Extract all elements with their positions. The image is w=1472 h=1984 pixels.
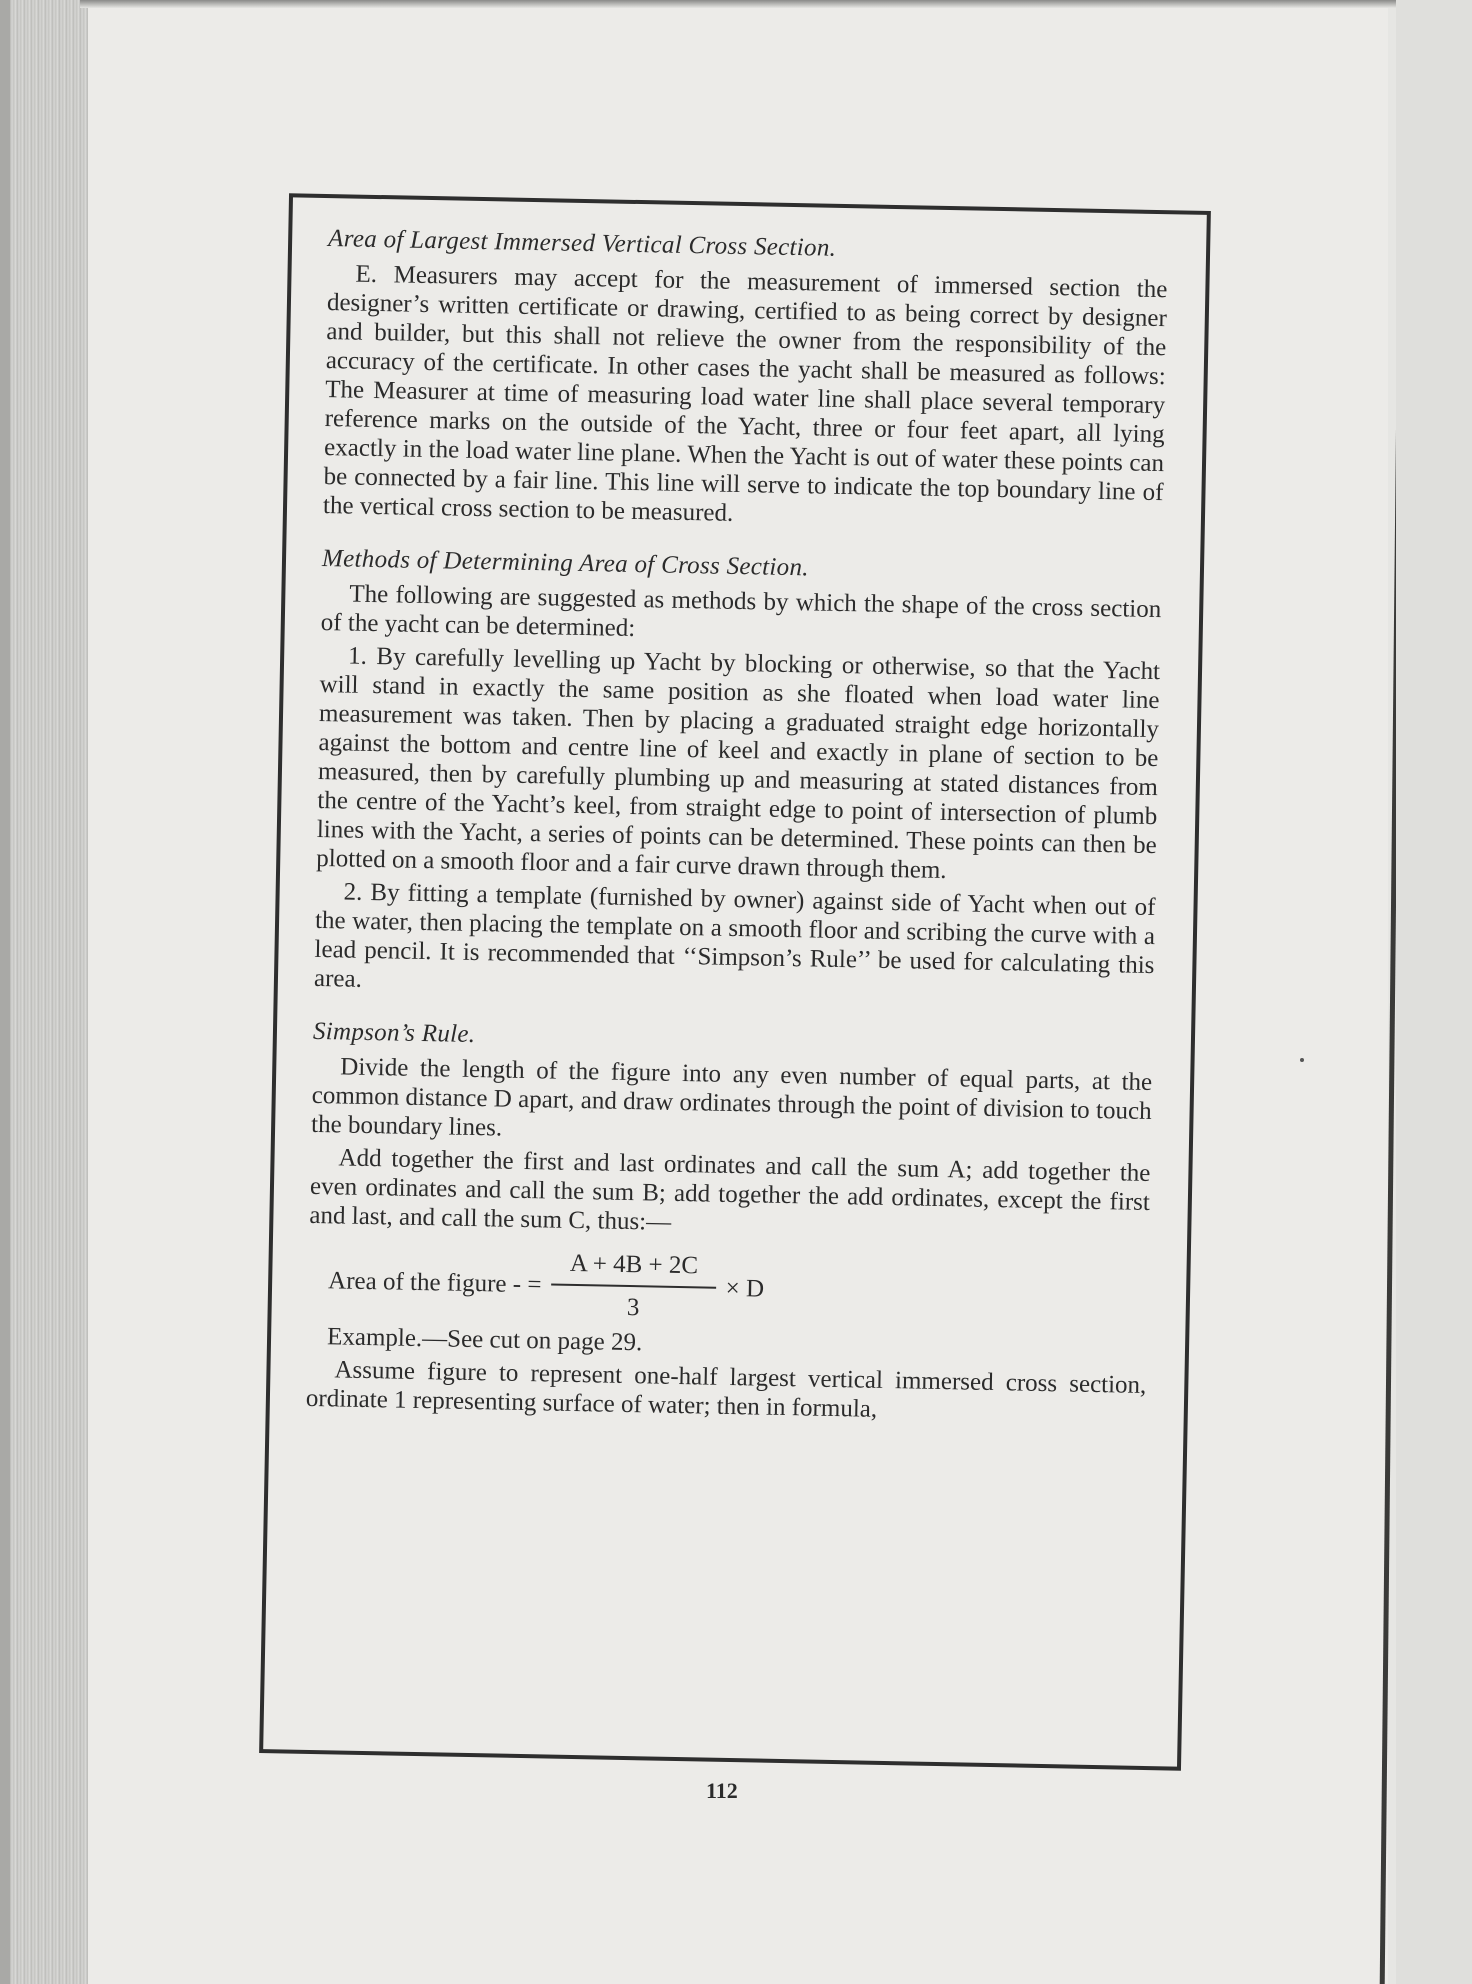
paragraph-methods-intro: The following are suggested as methods by which the shape of the cross section of the yacht can be determined: [320, 580, 1162, 643]
top-scan-shadow [80, 0, 1472, 8]
paragraph-simpson-2: Add together the first and last ordinates and call the sum A; add together the even ordinates and call the sum B; add together the add ordinates, except the first and last, and call the sum C, thus:— [309, 1144, 1151, 1236]
paragraph-simpson-3: Assume figure to represent one-half largest vertical immersed cross section, ordinate 1 representing surface of water; then in formula, [305, 1356, 1147, 1423]
text-frame [259, 193, 1211, 1770]
formula-lhs: Area of the figure - = [327, 1266, 542, 1298]
formula-denominator: 3 [626, 1293, 640, 1322]
paragraph-method-1: 1. By carefully levelling up Yacht by blocking or otherwise, so that the Yacht will stand in exactly the same position as she floated when load water line measurement was taken. Then by placing a graduated straight edge horizontally against the bottom and centre line of keel and exactly in plane of section to be measured, then by carefully plumbing up and measuring at stated distances from the centre of the Yacht’s keel, from straight edge to point of intersection of plumb lines with the Yacht, a series of points can be determined. These points can then be plotted on a smooth floor and a fair curve drawn through them. [316, 642, 1161, 885]
paragraph-simpson-1: Divide the length of the figure into any even number of equal parts, at the common distance D apart, and draw ordinates through the point of division to touch the boundary lines. [310, 1053, 1153, 1142]
paragraph-measurement: E. Measurers may accept for the measurement of immersed section the designer’s written certificate or drawing, certified to as being correct by designer and builder, but this shall not relieve the owner from the responsibility of the accuracy of the certificate. In other cases the yacht shall be measured as follows: The Measurer at time of measuring load water line shall place several temporary reference marks on the outside of the Yacht, three or four feet apart, all lying exactly in the load water line plane. When the Yacht is out of water these points can be connected by a fair line. This line will serve to indicate the top boundary line of the vertical cross section to be measured. [322, 260, 1168, 527]
formula-numerator: A + 4B + 2C [551, 1249, 716, 1289]
page-number: 112 [706, 1778, 738, 1803]
facing-page [1396, 0, 1472, 1984]
book-binding-edge [0, 0, 10, 1984]
formula-rhs: × D [725, 1274, 765, 1303]
book-page-edges [0, 0, 92, 1984]
simpson-formula [328, 1244, 1149, 1332]
page-content [306, 224, 1169, 1433]
paragraph-method-2: 2. By fitting a template (furnished by owner) against side of Yacht when out of the water, then placing the template on a smooth floor and scribing the curve with a lead pencil. It is recommended that ‘‘Simpson’s Rule’’ be used for calculating this area. [313, 878, 1156, 993]
section-heading-methods: Methods of Determining Area of Cross Section. [321, 544, 810, 582]
formula-fraction [551, 1249, 717, 1324]
section-heading-simpsons-rule: Simpson’s Rule. [312, 1017, 476, 1049]
scan-speck [1300, 1058, 1304, 1062]
example-line: Example.—See cut on page 29. [326, 1323, 643, 1357]
section-heading-cross-section: Area of Largest Immersed Vertical Cross Section. [327, 225, 837, 262]
